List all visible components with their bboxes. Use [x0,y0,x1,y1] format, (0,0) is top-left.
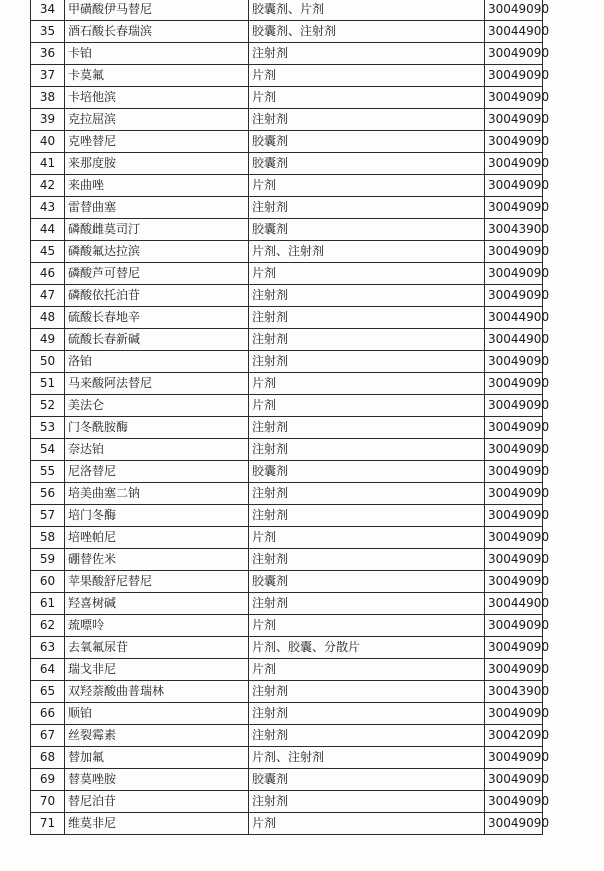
hs-code-cell: 30049090 [485,505,543,527]
dosage-form-cell: 注射剂 [249,43,485,65]
row-number: 55 [31,461,65,483]
row-number: 50 [31,351,65,373]
row-number: 43 [31,197,65,219]
row-number: 47 [31,285,65,307]
row-number: 35 [31,21,65,43]
dosage-form-cell: 片剂 [249,263,485,285]
row-number: 71 [31,813,65,835]
dosage-form-cell: 片剂 [249,615,485,637]
drug-name-cell: 替莫唑胺 [65,769,249,791]
drug-name-cell: 羟喜树碱 [65,593,249,615]
row-number: 36 [31,43,65,65]
row-number: 49 [31,329,65,351]
hs-code-cell: 30049090 [485,263,543,285]
dosage-form-cell: 片剂 [249,395,485,417]
row-number: 70 [31,791,65,813]
row-number: 62 [31,615,65,637]
dosage-form-cell: 注射剂 [249,725,485,747]
dosage-form-cell: 片剂、注射剂 [249,747,485,769]
row-number: 48 [31,307,65,329]
row-number: 60 [31,571,65,593]
dosage-form-cell: 注射剂 [249,439,485,461]
drug-name-cell: 双羟萘酸曲普瑞林 [65,681,249,703]
drug-name-cell: 卡莫氟 [65,65,249,87]
dosage-form-cell: 片剂 [249,175,485,197]
row-number: 46 [31,263,65,285]
row-number: 41 [31,153,65,175]
drug-name-cell: 硫酸长春地辛 [65,307,249,329]
table-row [31,549,543,571]
dosage-form-cell: 片剂 [249,373,485,395]
drug-name-cell: 美法仑 [65,395,249,417]
table-row [31,527,543,549]
table-row [31,0,543,21]
hs-code-cell: 30049090 [485,241,543,263]
dosage-form-cell: 片剂 [249,527,485,549]
row-number: 57 [31,505,65,527]
table-row [31,329,543,351]
table-row [31,813,543,835]
row-number: 45 [31,241,65,263]
table-row [31,263,543,285]
drug-name-cell: 门冬酰胺酶 [65,417,249,439]
dosage-form-cell: 注射剂 [249,703,485,725]
drug-list-body [31,0,550,835]
dosage-form-cell: 片剂 [249,813,485,835]
drug-name-cell: 克唑替尼 [65,131,249,153]
dosage-form-cell: 注射剂 [249,417,485,439]
hs-code-cell: 30049090 [485,791,543,813]
hs-code-cell: 30043900 [485,681,543,703]
row-number: 38 [31,87,65,109]
hs-code-cell: 30049090 [485,43,543,65]
drug-name-cell: 磷酸雌莫司汀 [65,219,249,241]
hs-code-cell: 30049090 [485,571,543,593]
drug-name-cell: 卡铂 [65,43,249,65]
drug-name-cell: 尼洛替尼 [65,461,249,483]
dosage-form-cell: 片剂、注射剂 [249,241,485,263]
drug-name-cell: 顺铂 [65,703,249,725]
row-number: 53 [31,417,65,439]
row-number: 37 [31,65,65,87]
row-number: 51 [31,373,65,395]
dosage-form-cell: 注射剂 [249,593,485,615]
dosage-form-cell: 片剂、胶囊、分散片 [249,637,485,659]
dosage-form-cell: 注射剂 [249,307,485,329]
hs-code-cell: 30049090 [485,637,543,659]
dosage-form-cell: 片剂 [249,65,485,87]
dosage-form-cell: 注射剂 [249,483,485,505]
dosage-form-cell: 胶囊剂 [249,219,485,241]
table-row [31,131,543,153]
hs-code-cell: 30049090 [485,615,543,637]
hs-code-cell: 30049090 [485,351,543,373]
table-row [31,395,543,417]
dosage-form-cell: 注射剂 [249,197,485,219]
row-number: 65 [31,681,65,703]
table-row [31,703,543,725]
hs-code-cell: 30049090 [485,87,543,109]
drug-name-cell: 甲磺酸伊马替尼 [65,0,249,21]
table-row [31,21,543,43]
table-row [31,505,543,527]
table-row [31,791,543,813]
drug-name-cell: 巯嘌呤 [65,615,249,637]
drug-name-cell: 去氧氟尿苷 [65,637,249,659]
hs-code-cell: 30049090 [485,461,543,483]
drug-name-cell: 替尼泊苷 [65,791,249,813]
drug-name-cell: 瑞戈非尼 [65,659,249,681]
hs-code-cell: 30049090 [485,527,543,549]
row-number: 42 [31,175,65,197]
drug-name-cell: 维莫非尼 [65,813,249,835]
drug-name-cell: 奈达铂 [65,439,249,461]
hs-code-cell: 30049090 [485,175,543,197]
drug-name-cell: 酒石酸长春瑞滨 [65,21,249,43]
hs-code-cell: 30049090 [485,131,543,153]
drug-name-cell: 替加氟 [65,747,249,769]
table-row [31,483,543,505]
table-row [31,659,543,681]
row-number: 52 [31,395,65,417]
dosage-form-cell: 胶囊剂 [249,769,485,791]
drug-name-cell: 苹果酸舒尼替尼 [65,571,249,593]
table-row [31,681,543,703]
row-number: 64 [31,659,65,681]
dosage-form-cell: 注射剂 [249,505,485,527]
table-row [31,439,543,461]
drug-name-cell: 丝裂霉素 [65,725,249,747]
hs-code-cell: 30049090 [485,373,543,395]
hs-code-cell: 30049090 [485,109,543,131]
dosage-form-cell: 胶囊剂 [249,461,485,483]
row-number: 68 [31,747,65,769]
dosage-form-cell: 胶囊剂、片剂 [249,0,485,21]
hs-code-cell: 30049090 [485,197,543,219]
drug-name-cell: 来那度胺 [65,153,249,175]
drug-name-cell: 培门冬酶 [65,505,249,527]
table-row [31,241,543,263]
table-row [31,109,543,131]
row-number: 39 [31,109,65,131]
row-number: 61 [31,593,65,615]
dosage-form-cell: 注射剂 [249,285,485,307]
table-row [31,637,543,659]
hs-code-cell: 30049090 [485,395,543,417]
hs-code-cell: 30049090 [485,549,543,571]
table-row [31,87,543,109]
table-row [31,219,543,241]
drug-name-cell: 克拉屈滨 [65,109,249,131]
row-number: 56 [31,483,65,505]
drug-name-cell: 马来酸阿法替尼 [65,373,249,395]
dosage-form-cell: 注射剂 [249,329,485,351]
table-row [31,571,543,593]
dosage-form-cell: 胶囊剂 [249,571,485,593]
row-number: 66 [31,703,65,725]
hs-code-cell: 30049090 [485,659,543,681]
drug-name-cell: 硼替佐米 [65,549,249,571]
row-number: 59 [31,549,65,571]
table-row [31,65,543,87]
hs-code-cell: 30049090 [485,285,543,307]
dosage-form-cell: 注射剂 [249,351,485,373]
hs-code-cell: 30043900 [485,219,543,241]
row-number: 63 [31,637,65,659]
drug-list-table [30,0,550,835]
row-number: 69 [31,769,65,791]
table-row [31,285,543,307]
table-row [31,175,543,197]
dosage-form-cell: 注射剂 [249,549,485,571]
drug-name-cell: 卡培他滨 [65,87,249,109]
dosage-form-cell: 片剂 [249,87,485,109]
dosage-form-cell: 片剂 [249,659,485,681]
dosage-form-cell: 注射剂 [249,791,485,813]
hs-code-cell: 30044900 [485,593,543,615]
hs-code-cell: 30049090 [485,703,543,725]
table-row [31,373,543,395]
hs-code-cell: 30049090 [485,153,543,175]
table-row [31,417,543,439]
drug-name-cell: 雷替曲塞 [65,197,249,219]
row-number: 40 [31,131,65,153]
hs-code-cell: 30049090 [485,483,543,505]
hs-code-cell: 30049090 [485,0,543,21]
hs-code-cell: 30042090 [485,725,543,747]
drug-name-cell: 磷酸氟达拉滨 [65,241,249,263]
dosage-form-cell: 胶囊剂 [249,131,485,153]
table-row [31,769,543,791]
row-number: 34 [31,0,65,21]
row-number: 58 [31,527,65,549]
table-row [31,725,543,747]
table-row [31,43,543,65]
drug-name-cell: 洛铂 [65,351,249,373]
hs-code-cell: 30044900 [485,307,543,329]
drug-name-cell: 培美曲塞二钠 [65,483,249,505]
hs-code-cell: 30049090 [485,439,543,461]
dosage-form-cell: 胶囊剂 [249,153,485,175]
table-row [31,351,543,373]
hs-code-cell: 30044900 [485,21,543,43]
table-row [31,747,543,769]
table-row [31,307,543,329]
table-row [31,153,543,175]
table-row [31,615,543,637]
row-number: 54 [31,439,65,461]
hs-code-cell: 30049090 [485,769,543,791]
hs-code-cell: 30044900 [485,329,543,351]
drug-name-cell: 磷酸依托泊苷 [65,285,249,307]
row-number: 67 [31,725,65,747]
hs-code-cell: 30049090 [485,417,543,439]
dosage-form-cell: 注射剂 [249,109,485,131]
drug-name-cell: 培唑帕尼 [65,527,249,549]
row-number: 44 [31,219,65,241]
drug-name-cell: 来曲唑 [65,175,249,197]
table-row [31,593,543,615]
dosage-form-cell: 胶囊剂、注射剂 [249,21,485,43]
drug-name-cell: 硫酸长春新碱 [65,329,249,351]
dosage-form-cell: 注射剂 [249,681,485,703]
hs-code-cell: 30049090 [485,747,543,769]
hs-code-cell: 30049090 [485,65,543,87]
hs-code-cell: 30049090 [485,813,543,835]
table-row [31,461,543,483]
table-row [31,197,543,219]
drug-name-cell: 磷酸芦可替尼 [65,263,249,285]
